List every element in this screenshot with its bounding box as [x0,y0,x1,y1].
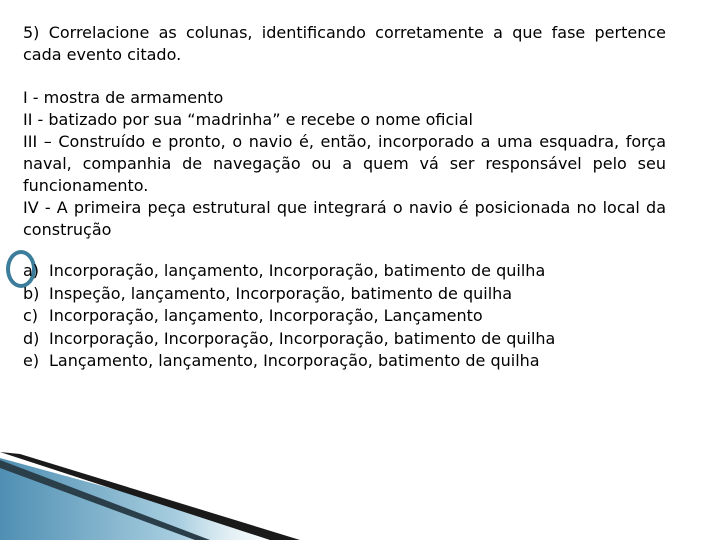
option-text: Incorporação, lançamento, Incorporação, Lançamento [49,306,483,325]
statement-2: II - batizado por sua “madrinha” e recebe o nome oficial [23,110,473,129]
option-a [23,260,666,283]
option-c [23,305,666,328]
option-text: Inspeção, lançamento, Incorporação, batimento de quilha [49,283,513,303]
option-e [23,350,666,373]
option-text: Incorporação, lançamento, Incorporação, batimento de quilha [49,261,546,280]
option-letter: a) [23,261,40,280]
option-letter: b) [23,283,40,303]
option-b [23,283,666,306]
option-text: Lançamento, lançamento, Incorporação, batimento de quilha [49,351,540,370]
option-letter: e) [23,351,40,370]
answer-options [23,260,666,373]
statement-3: III – Construído e pronto, o navio é, então, incorporado a uma esquadra, força naval, companhia de navegação ou a quem vá ser responsável pelo seu funcionamento. [23,132,666,195]
question-text: 5) Correlacione as colunas, identificando corretamente a que fase pertence cada evento citado. [23,23,666,64]
statement-list [23,87,666,241]
slide-decoration [0,440,720,540]
option-letter: d) [23,328,40,348]
option-d [23,328,666,351]
statement-4: IV - A primeira peça estrutural que integrará o navio é posicionada no local da construção [23,198,666,239]
statement-1: I - mostra de armamento [23,88,224,107]
option-text: Incorporação, Incorporação, Incorporação, batimento de quilha [49,328,556,348]
option-letter: c) [23,306,39,325]
